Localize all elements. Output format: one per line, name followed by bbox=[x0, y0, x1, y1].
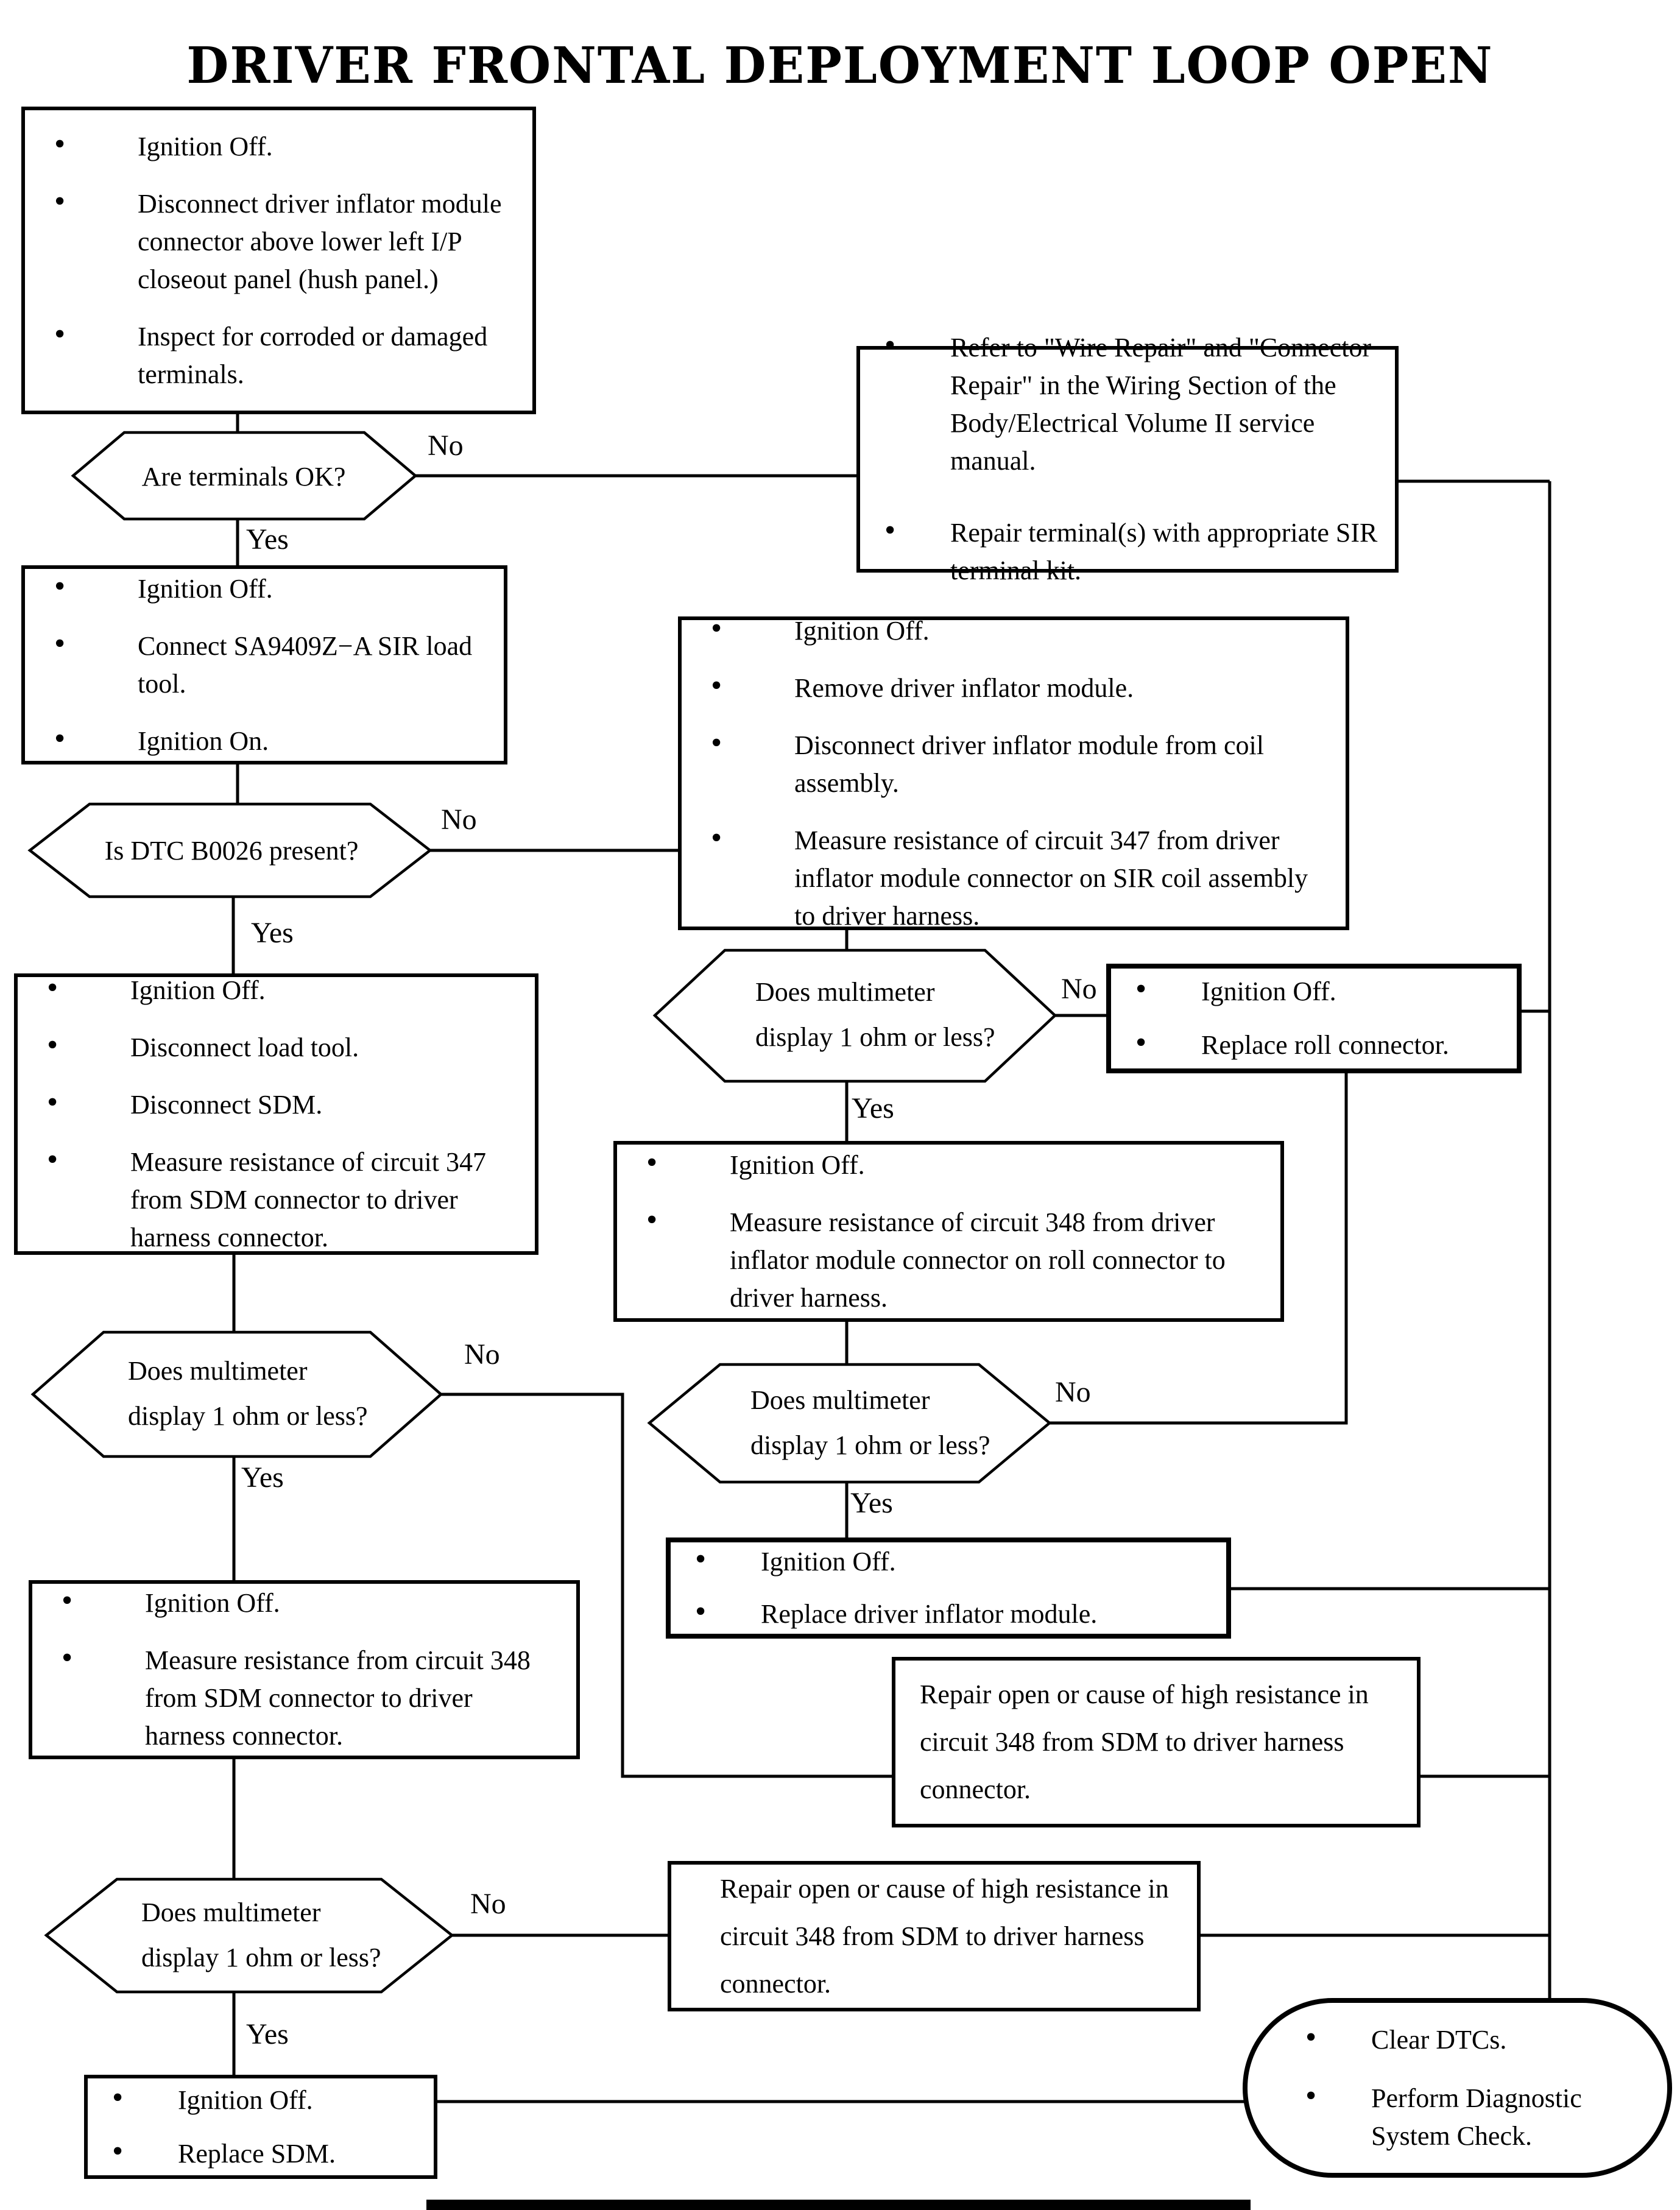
step-text: Repair open or cause of high resistance in circuit 348 from SDM to driver harness connector. bbox=[720, 1873, 1169, 1999]
step-wire-repair bbox=[856, 333, 1399, 585]
step-text: • Disconnect driver inflator module connector above lower left I/P closeout panel (hush panel.) bbox=[25, 185, 532, 298]
page-bottom-scan-bar bbox=[426, 2200, 1251, 2210]
step-measure-348-sdm bbox=[29, 1580, 580, 1759]
step-text: • Ignition Off. bbox=[1111, 973, 1517, 1011]
label-yes-dtc: Yes bbox=[251, 917, 294, 949]
step-text: • Measure resistance from circuit 348 from SDM connector to driver harness connector. bbox=[32, 1642, 576, 1755]
label-no-multimeter-left: No bbox=[464, 1338, 500, 1371]
step-text: • Measure resistance of circuit 348 from driver inflator module connector on roll connector to driver harness. bbox=[617, 1204, 1280, 1317]
step-repair-348-mid bbox=[892, 1657, 1421, 1827]
label-yes-multimeter-left: Yes bbox=[241, 1461, 284, 1494]
step-measure-348-roll bbox=[613, 1141, 1284, 1322]
step-text: • Inspect for corroded or damaged terminals. bbox=[25, 318, 532, 394]
step-text: • Perform Diagnostic System Check. bbox=[1281, 2080, 1667, 2155]
label-no-dtc: No bbox=[441, 803, 477, 836]
step-text: • Ignition Off. bbox=[671, 1543, 1226, 1581]
step-text: • Ignition Off. bbox=[682, 612, 1346, 650]
step-text: • Ignition On. bbox=[25, 722, 504, 760]
step-measure-347-coil bbox=[678, 616, 1349, 930]
step-text: • Measure resistance of circuit 347 from SDM connector to driver harness connector. bbox=[18, 1143, 535, 1257]
decision-multimeter-2-label bbox=[750, 1378, 990, 1468]
step-repair-348-bottom bbox=[668, 1861, 1201, 2011]
label-yes-multimeter-2: Yes bbox=[850, 1487, 893, 1519]
step-text: • Disconnect driver inflator module from coil assembly. bbox=[682, 727, 1346, 802]
label-no-multimeter-3: No bbox=[470, 1888, 506, 1920]
label-yes-terminals: Yes bbox=[246, 523, 289, 556]
decision-line-1: Does multimeter bbox=[755, 977, 935, 1007]
step-text: • Ignition Off. bbox=[18, 972, 535, 1009]
step-replace-inflator-module bbox=[666, 1537, 1231, 1639]
label-yes-multimeter-3: Yes bbox=[246, 2018, 289, 2050]
decision-multimeter-left-label bbox=[128, 1349, 368, 1439]
decision-line-2: display 1 ohm or less? bbox=[755, 1022, 995, 1052]
decision-line-1: Does multimeter bbox=[128, 1356, 308, 1386]
label-yes-multimeter-1: Yes bbox=[852, 1092, 894, 1124]
step-text: • Ignition Off. bbox=[32, 1584, 576, 1622]
decision-line-1: Does multimeter bbox=[141, 1898, 321, 1927]
step-text: • Ignition Off. bbox=[25, 128, 532, 166]
decision-dtc-b0026-label: Is DTC B0026 present? bbox=[104, 836, 359, 866]
step-text: • Remove driver inflator module. bbox=[682, 669, 1346, 707]
step-measure-347-sdm bbox=[14, 973, 538, 1255]
step-text: • Disconnect SDM. bbox=[18, 1086, 535, 1124]
step-text: • Replace roll connector. bbox=[1111, 1026, 1517, 1064]
decision-line-2: display 1 ohm or less? bbox=[750, 1430, 990, 1460]
step-text: • Ignition Off. bbox=[617, 1146, 1280, 1184]
step-text: • Measure resistance of circuit 347 from driver inflator module connector on SIR coil assembly to driver harness. bbox=[682, 822, 1346, 935]
step-text: • Repair terminal(s) with appropriate SIR terminal kit. bbox=[860, 514, 1395, 590]
page-title: DRIVER FRONTAL DEPLOYMENT LOOP OPEN bbox=[186, 37, 1494, 95]
step-connect-load-tool bbox=[21, 565, 507, 764]
decision-line-2: display 1 ohm or less? bbox=[128, 1401, 368, 1431]
step-text: • Replace SDM. bbox=[88, 2135, 434, 2173]
step-text: • Replace driver inflator module. bbox=[671, 1595, 1226, 1633]
step-replace-roll-connector bbox=[1106, 964, 1522, 1073]
decision-multimeter-3-label bbox=[141, 1890, 381, 1980]
step-text: • Ignition Off. bbox=[25, 570, 504, 608]
label-no-multimeter-2: No bbox=[1055, 1376, 1091, 1408]
step-text: • Disconnect load tool. bbox=[18, 1029, 535, 1067]
step-text: Repair open or cause of high resistance in circuit 348 from SDM to driver harness connector. bbox=[920, 1679, 1369, 1804]
step-text: • Clear DTCs. bbox=[1281, 2021, 1667, 2059]
step-inspect-terminals bbox=[21, 107, 536, 414]
label-no-multimeter-1: No bbox=[1061, 973, 1097, 1005]
step-text: • Ignition Off. bbox=[88, 2081, 434, 2119]
label-no-terminals: No bbox=[428, 429, 464, 462]
terminator-clear-dtcs bbox=[1243, 1998, 1672, 2178]
decision-line-1: Does multimeter bbox=[750, 1385, 930, 1415]
step-replace-sdm bbox=[84, 2075, 437, 2179]
decision-terminals-ok-label: Are terminals OK? bbox=[141, 462, 346, 492]
decision-line-2: display 1 ohm or less? bbox=[141, 1943, 381, 1972]
step-text: • Connect SA9409Z−A SIR load tool. bbox=[25, 627, 504, 703]
decision-multimeter-1-label bbox=[755, 970, 995, 1060]
step-text: • Refer to "Wire Repair" and "Connector Repair" in the Wiring Section of the Body/Electrical Volume II service manual. bbox=[860, 329, 1395, 480]
